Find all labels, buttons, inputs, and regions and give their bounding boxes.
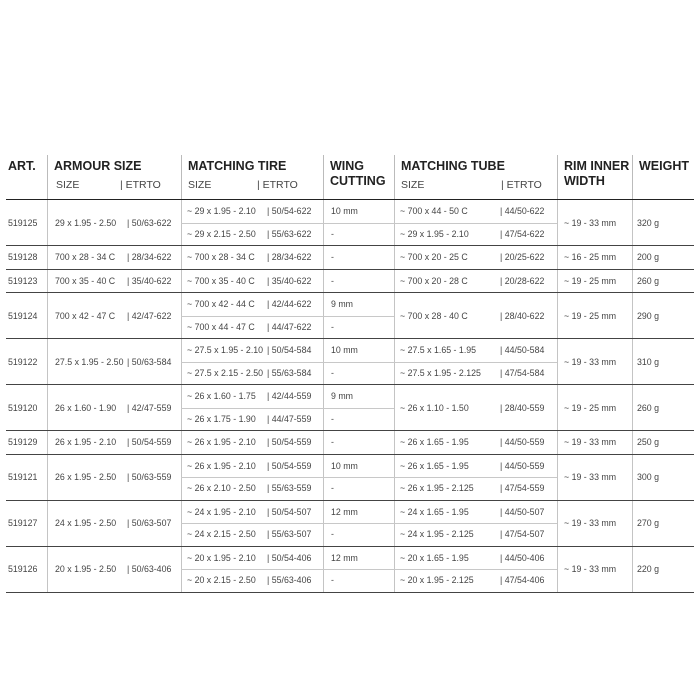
armour-etrto-cell: | 50/63-622 [127,217,172,228]
sub-row-divider [181,316,394,317]
tire-size-cell: ~ 26 x 2.10 - 2.50 [187,483,256,494]
tire-etrto-cell: | 50/54-406 [267,552,312,563]
column-divider [632,339,633,384]
column-divider [632,547,633,592]
tire-size-cell: ~ 29 x 1.95 - 2.10 [187,206,256,217]
tube-size-cell: ~ 26 x 1.95 - 2.125 [400,483,474,494]
rim-width-cell: ~ 19 - 33 mm [564,356,617,367]
tube-size-cell: ~ 700 x 28 - 40 C [400,310,468,321]
armour-size-cell: 26 x 1.95 - 2.50 [55,472,117,482]
armour-size-cell: 20 x 1.95 - 2.50 [55,564,117,574]
tube-size-cell: ~ 24 x 1.95 - 2.125 [400,529,474,540]
tire-etrto-cell: | 50/54-622 [267,206,312,217]
tube-size-cell: ~ 26 x 1.10 - 1.50 [400,402,469,413]
column-divider [632,293,633,338]
art-number-cell: 519128 [8,252,38,263]
tube-size-cell: ~ 24 x 1.65 - 1.95 [400,506,469,517]
rim-width-cell: ~ 19 - 33 mm [564,518,617,528]
column-divider [557,455,558,500]
column-divider [394,293,395,338]
rim-width-cell: ~ 19 - 33 mm [564,564,617,574]
header-rim-label [564,159,629,189]
table-header [6,155,694,200]
column-divider [557,270,558,293]
wing-cutting-cell: - [331,252,334,263]
tire-size-cell: ~ 26 x 1.95 - 2.10 [187,437,256,448]
column-divider [47,200,48,245]
armour-etrto-cell: | 50/63-507 [127,518,172,528]
column-divider [47,547,48,592]
tube-etrto-cell: | 47/54-584 [500,367,545,378]
tube-etrto-cell: | 28/40-622 [500,310,545,321]
tube-size-cell: ~ 20 x 1.95 - 2.125 [400,575,474,586]
column-divider [47,246,48,269]
weight-cell: 200 g [637,252,660,263]
column-divider [632,431,633,454]
tire-etrto-cell: | 50/54-559 [267,437,312,448]
header-wing-line1: WING [330,159,365,173]
table-row [6,270,694,294]
armour-etrto-cell: | 42/47-559 [127,402,172,413]
header-armour-label: ARMOUR SIZE [54,159,142,173]
column-divider [47,270,48,293]
tire-size-cell: ~ 26 x 1.75 - 1.90 [187,413,256,424]
wing-cutting-cell: 12 mm [331,552,358,563]
header-art-label: ART. [8,159,36,173]
art-number-cell: 519125 [8,217,38,228]
tube-etrto-cell: | 44/50-559 [500,437,545,448]
rim-width-cell: ~ 19 - 25 mm [564,402,617,413]
header-tire-sub-etrto: | ETRTO [257,179,298,191]
tire-etrto-cell: | 42/44-622 [267,299,312,310]
armour-size-cell: 29 x 1.95 - 2.50 [55,217,117,228]
tire-size-cell: ~ 24 x 2.15 - 2.50 [187,529,256,540]
sub-row-divider [181,408,394,409]
armour-size-cell: 26 x 1.60 - 1.90 [55,402,117,413]
column-divider [323,246,324,269]
armour-etrto-cell: | 28/34-622 [127,252,172,263]
art-number-cell: 519123 [8,275,38,286]
weight-cell: 290 g [637,310,660,321]
spec-table [6,155,694,593]
sub-row-divider [394,477,557,478]
tube-etrto-cell: | 47/54-406 [500,575,545,586]
header-tire-label: MATCHING TIRE [188,159,287,173]
art-number-cell: 519122 [8,356,38,367]
weight-cell: 260 g [637,402,660,413]
rim-width-cell: ~ 19 - 25 mm [564,275,617,286]
sub-row-divider [181,362,394,363]
column-divider [323,270,324,293]
column-divider [632,455,633,500]
tube-size-cell: ~ 700 x 44 - 50 C [400,206,468,217]
column-divider [47,455,48,500]
column-divider [394,385,395,430]
table-row [6,246,694,270]
tire-size-cell: ~ 20 x 2.15 - 2.50 [187,575,256,586]
tire-etrto-cell: | 44/47-559 [267,413,312,424]
table-row [6,431,694,455]
column-divider [47,339,48,384]
header-tire-sub-size: SIZE [188,179,212,191]
tire-etrto-cell: | 55/63-406 [267,575,312,586]
rim-width-cell: ~ 19 - 33 mm [564,437,617,448]
tube-etrto-cell: | 44/50-406 [500,552,545,563]
header-tube-sub-size: SIZE [401,179,425,191]
weight-cell: 220 g [637,564,660,574]
table-row [6,200,694,246]
table-row [6,339,694,385]
tire-size-cell: ~ 27.5 x 1.95 - 2.10 [187,345,264,356]
armour-size-cell: 24 x 1.95 - 2.50 [55,518,117,528]
table-row [6,501,694,547]
tire-etrto-cell: | 55/63-584 [267,367,312,378]
column-divider [47,293,48,338]
armour-etrto-cell: | 42/47-622 [127,310,172,321]
header-weight-label: WEIGHT [639,159,689,173]
armour-etrto-cell: | 50/63-406 [127,564,172,574]
tire-size-cell: ~ 700 x 42 - 44 C [187,299,255,310]
tube-size-cell: ~ 26 x 1.65 - 1.95 [400,460,469,471]
wing-cutting-cell: 10 mm [331,345,358,356]
column-divider [557,339,558,384]
tire-etrto-cell: | 50/54-559 [267,460,312,471]
tire-etrto-cell: | 44/47-622 [267,321,312,332]
tube-etrto-cell: | 28/40-559 [500,402,545,413]
tire-etrto-cell: | 50/54-507 [267,506,312,517]
wing-cutting-cell: - [331,367,334,378]
table-row [6,455,694,501]
column-divider [632,270,633,293]
wing-cutting-cell: - [331,413,334,424]
tube-etrto-cell: | 44/50-559 [500,460,545,471]
column-divider [394,270,395,293]
tire-size-cell: ~ 27.5 x 2.15 - 2.50 [187,367,264,378]
weight-cell: 310 g [637,356,660,367]
column-divider [47,385,48,430]
header-tube-sub-etrto: | ETRTO [501,179,542,191]
weight-cell: 320 g [637,217,660,228]
rim-width-cell: ~ 19 - 33 mm [564,472,617,482]
wing-cutting-cell: 9 mm [331,299,353,310]
header-rim-inner-width [557,155,633,199]
tire-etrto-cell: | 55/63-507 [267,529,312,540]
tube-etrto-cell: | 44/50-622 [500,206,545,217]
tire-etrto-cell: | 55/63-559 [267,483,312,494]
column-divider [47,431,48,454]
wing-cutting-cell: - [331,275,334,286]
armour-size-cell: 27.5 x 1.95 - 2.50 [55,356,124,367]
column-divider [181,431,182,454]
tire-etrto-cell: | 55/63-622 [267,228,312,239]
column-divider [394,431,395,454]
column-divider [181,246,182,269]
tube-size-cell: ~ 27.5 x 1.95 - 2.125 [400,367,481,378]
weight-cell: 300 g [637,472,660,482]
art-number-cell: 519126 [8,564,38,574]
tube-etrto-cell: | 47/54-507 [500,529,545,540]
wing-cutting-cell: 9 mm [331,391,353,402]
wing-cutting-cell: - [331,483,334,494]
rim-width-cell: ~ 19 - 25 mm [564,310,617,321]
art-number-cell: 519121 [8,472,38,482]
art-number-cell: 519120 [8,402,38,413]
weight-cell: 250 g [637,437,660,448]
header-wing-label [330,159,386,189]
weight-cell: 270 g [637,518,660,528]
header-tube-label: MATCHING TUBE [401,159,505,173]
armour-etrto-cell: | 50/63-559 [127,472,172,482]
table-body [6,200,694,593]
armour-size-cell: 700 x 42 - 47 C [55,310,116,321]
header-wing-line2: CUTTING [330,174,386,188]
tire-size-cell: ~ 26 x 1.95 - 2.10 [187,460,256,471]
tire-etrto-cell: | 35/40-622 [267,275,312,286]
header-weight [632,155,695,199]
header-armour-sub-etrto: | ETRTO [120,179,161,191]
sub-row-divider [181,223,394,224]
wing-cutting-cell: 12 mm [331,506,358,517]
column-divider [557,200,558,245]
tube-size-cell: ~ 700 x 20 - 25 C [400,252,468,263]
column-divider [47,501,48,546]
armour-etrto-cell: | 50/54-559 [127,437,172,448]
tire-size-cell: ~ 26 x 1.60 - 1.75 [187,391,256,402]
wing-cutting-cell: - [331,575,334,586]
wing-cutting-cell: - [331,228,334,239]
column-divider [181,270,182,293]
armour-etrto-cell: | 35/40-622 [127,275,172,286]
tube-size-cell: ~ 700 x 20 - 28 C [400,275,468,286]
tube-etrto-cell: | 20/28-622 [500,275,545,286]
column-divider [557,547,558,592]
column-divider [557,246,558,269]
tube-etrto-cell: | 20/25-622 [500,252,545,263]
wing-cutting-cell: - [331,321,334,332]
tire-size-cell: ~ 29 x 2.15 - 2.50 [187,228,256,239]
rim-width-cell: ~ 16 - 25 mm [564,252,617,263]
sub-row-divider [394,569,557,570]
tube-size-cell: ~ 29 x 1.95 - 2.10 [400,228,469,239]
sub-row-divider [181,523,394,524]
wing-cutting-cell: - [331,529,334,540]
column-divider [632,246,633,269]
wing-cutting-cell: - [331,437,334,448]
column-divider [557,431,558,454]
armour-size-cell: 26 x 1.95 - 2.10 [55,437,117,448]
table-row [6,385,694,431]
tire-size-cell: ~ 700 x 44 - 47 C [187,321,255,332]
header-rim-line1: RIM INNER [564,159,630,173]
tube-etrto-cell: | 44/50-507 [500,506,545,517]
header-matching-tube [394,155,558,199]
armour-etrto-cell: | 50/63-584 [127,356,172,367]
tube-size-cell: ~ 26 x 1.65 - 1.95 [400,437,469,448]
sub-row-divider [181,569,394,570]
tube-size-cell: ~ 20 x 1.65 - 1.95 [400,552,469,563]
armour-size-cell: 700 x 28 - 34 C [55,252,116,263]
column-divider [394,246,395,269]
header-wing-cutting [323,155,395,199]
header-armour-sub-size: SIZE [56,179,80,191]
tire-etrto-cell: | 28/34-622 [267,252,312,263]
armour-size-cell: 700 x 35 - 40 C [55,275,116,286]
wing-cutting-cell: 10 mm [331,206,358,217]
tire-size-cell: ~ 700 x 28 - 34 C [187,252,255,263]
table-row [6,547,694,593]
header-art [6,155,47,199]
tire-etrto-cell: | 42/44-559 [267,391,312,402]
tube-etrto-cell: | 47/54-559 [500,483,545,494]
column-divider [323,431,324,454]
tube-etrto-cell: | 47/54-622 [500,228,545,239]
header-armour-size [47,155,182,199]
wing-cutting-cell: 10 mm [331,460,358,471]
column-divider [557,501,558,546]
rim-width-cell: ~ 19 - 33 mm [564,217,617,228]
tire-etrto-cell: | 50/54-584 [267,345,312,356]
tube-size-cell: ~ 27.5 x 1.65 - 1.95 [400,345,477,356]
column-divider [632,501,633,546]
sub-row-divider [181,477,394,478]
table-row [6,293,694,339]
tire-size-cell: ~ 24 x 1.95 - 2.10 [187,506,256,517]
tube-etrto-cell: | 44/50-584 [500,345,545,356]
column-divider [632,385,633,430]
sub-row-divider [394,523,557,524]
art-number-cell: 519124 [8,310,38,321]
art-number-cell: 519129 [8,437,38,448]
column-divider [632,200,633,245]
header-rim-line2: WIDTH [564,174,605,188]
weight-cell: 260 g [637,275,660,286]
sub-row-divider [394,223,557,224]
column-divider [557,293,558,338]
column-divider [557,385,558,430]
tire-size-cell: ~ 20 x 1.95 - 2.10 [187,552,256,563]
sub-row-divider [394,362,557,363]
tire-size-cell: ~ 700 x 35 - 40 C [187,275,255,286]
header-matching-tire [181,155,324,199]
art-number-cell: 519127 [8,518,38,528]
